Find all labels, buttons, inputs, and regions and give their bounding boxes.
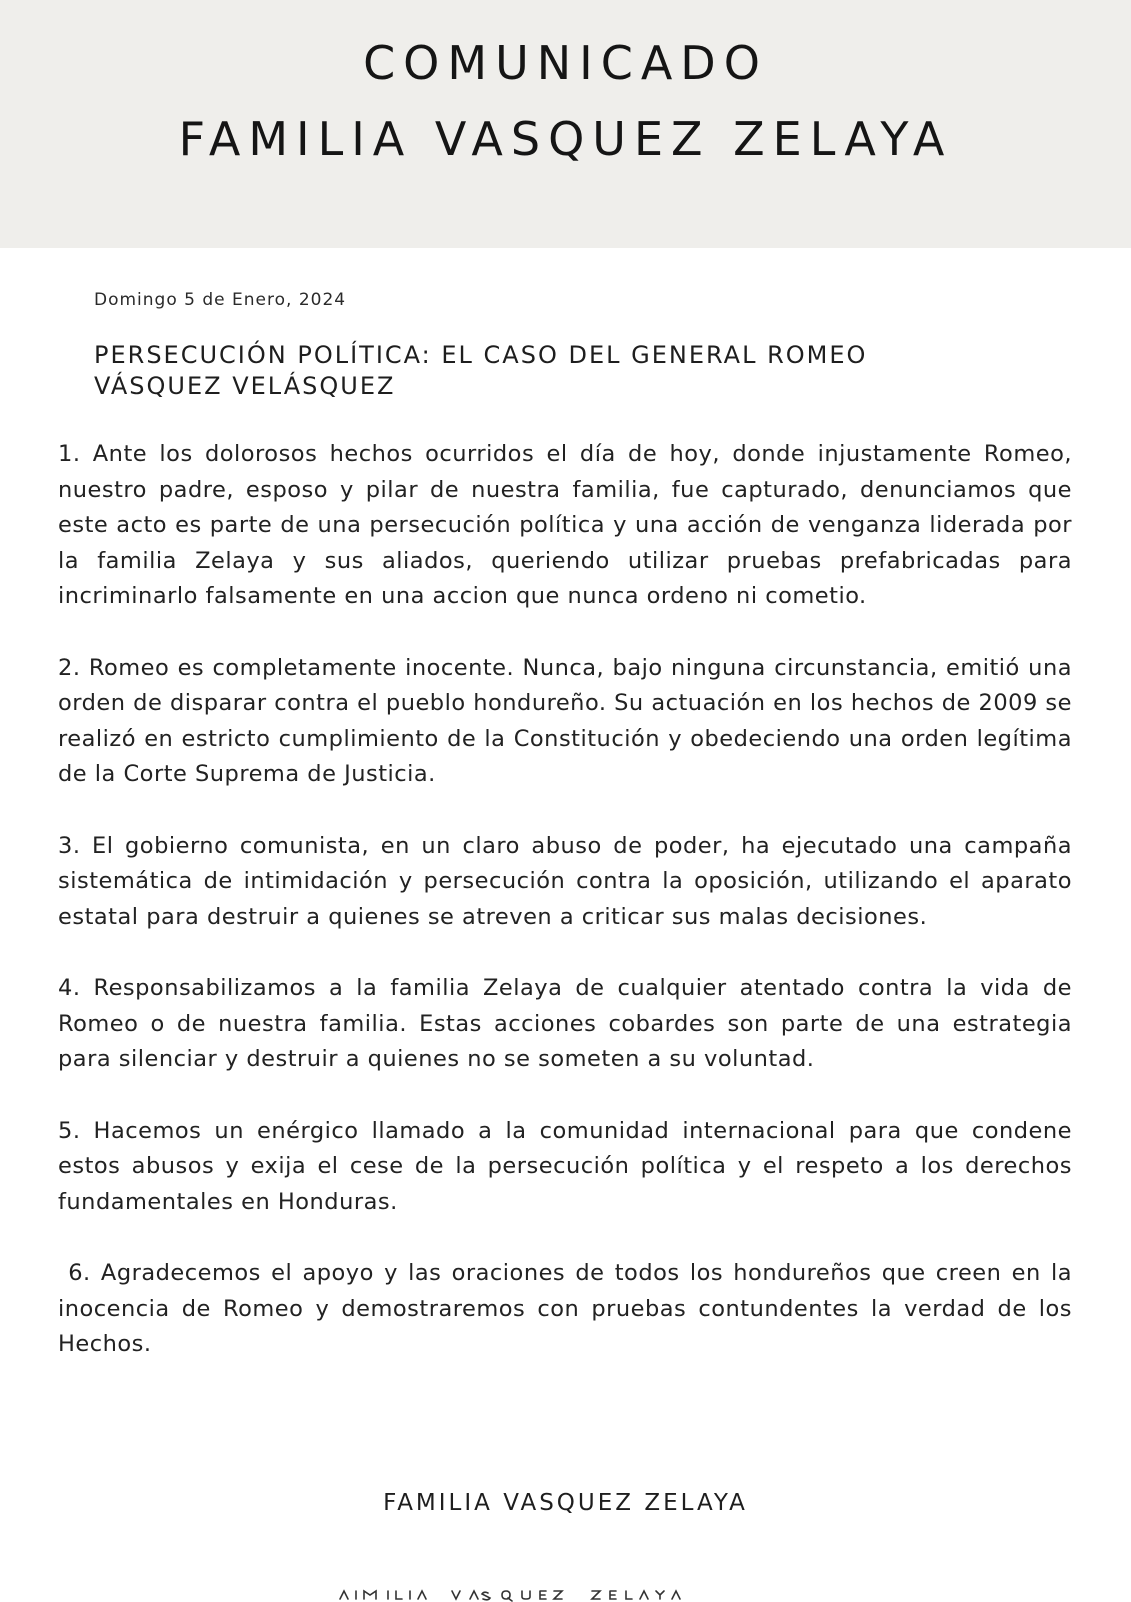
document-date: Domingo 5 de Enero, 2024: [94, 290, 347, 310]
document-body: [58, 437, 1080, 1363]
header-banner: [0, 0, 1131, 248]
signature-name: FAMILIA VASQUEZ ZELAYA: [383, 1490, 748, 1516]
document-title: COMUNICADO: [363, 36, 768, 90]
document-subject: PERSECUCIÓN POLÍTICA: EL CASO DEL GENERAL ROMEO VÁSQUEZ VELÁSQUEZ: [94, 341, 868, 400]
paragraph-5: 5. Hacemos un enérgico llamado a la comunidad internacional para que condene estos abusos y exija el cese de la persecución política y el respeto a los derechos fundamentales en Honduras.: [58, 1117, 1072, 1215]
paragraph-4: 4. Responsabilizamos a la familia Zelaya de cualquier atentado contra la vida de Romeo o de nuestra familia. Estas acciones cobardes son parte de una estrategia para silenciar y destruir a quienes no se someten a su voluntad.: [58, 975, 1072, 1072]
paragraph-3: 3. El gobierno comunista, en un claro abuso de poder, ha ejecutado una campaña sistemática de intimidación y persecución contra la oposición, utilizando el aparato estatal para destruir a quienes se atreven a criticar sus malas decisiones.: [58, 832, 1072, 930]
document-family-name: FAMILIA VASQUEZ ZELAYA: [178, 112, 953, 166]
paragraph-2: 2. Romeo es completamente inocente. Nunca, bajo ninguna circunstancia, emitió una orden de disparar contra el pueblo hondureño. Su actuación en los hechos de 2009 se realizó en estricto cumplimiento de la Constitución y obedeciendo una orden legítima de la Corte Suprema de Justicia.: [58, 654, 1072, 787]
paragraph-1: 1. Ante los dolorosos hechos ocurridos el día de hoy, donde injustamente Romeo, nuestro padre, esposo y pilar de nuestra familia, fue capturado, denunciamos que este acto es parte de una persecución política y una acción de venganza liderada por la familia Zelaya y sus aliados, queriendo utilizar pruebas prefabricadas para incriminarlo falsamente en una accion que nunca ordeno ni cometio.: [58, 441, 1072, 609]
paragraph-6: 6. Agradecemos el apoyo y las oraciones de todos los hondureños que creen en la inocencia de Romeo y demostraremos con pruebas contundentes la verdad de los Hechos.: [58, 1260, 1080, 1357]
